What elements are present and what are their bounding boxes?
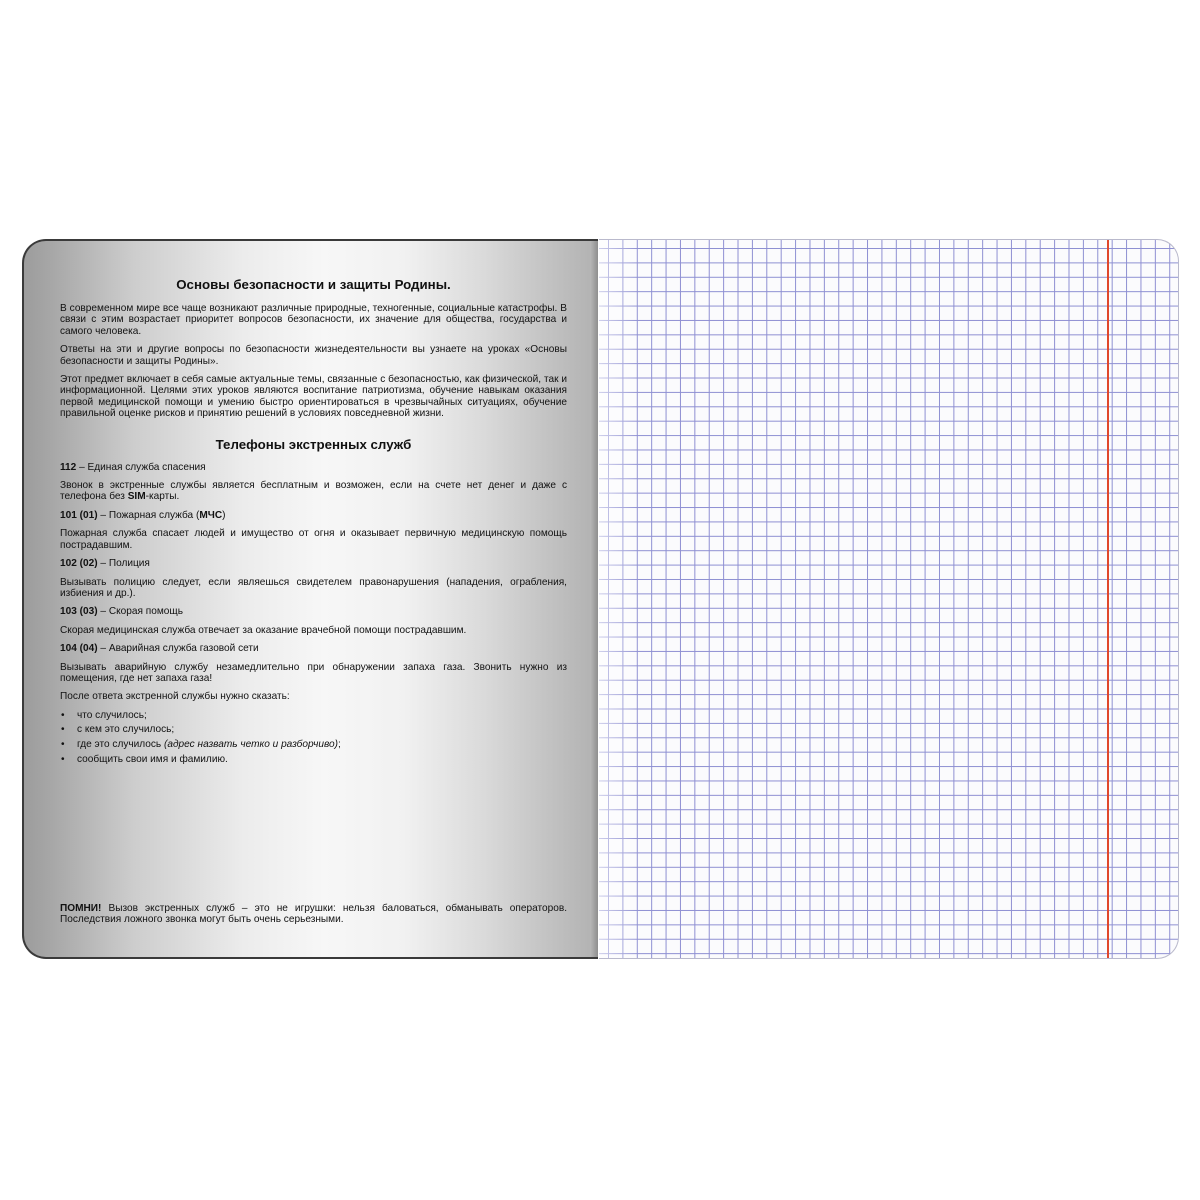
sim-bold: SIM: [127, 491, 146, 503]
margin-line: [1107, 240, 1109, 958]
checklist-item: • сообщить свои имя и фамилию.: [60, 754, 567, 765]
after-call-intro: После ответа экстренной службы нужно сказать:: [60, 691, 290, 703]
remember-text: Вызов экстренных служб – это не игрушки: нельзя баловаться, обманывать операторов. Последствия ложного звонка могут быть очень серьезными.: [60, 903, 567, 926]
service-desc-text: Звонок в экстренные службы является бесплатным и возможен, если на счете нет денег и даже с телефона без: [60, 480, 567, 503]
service-name: – Пожарная служба (: [100, 509, 200, 521]
service-102-desc: Вызывать полицию следует, если являешься свидетелем правонарушения (нападения, ограбления, избиения и др.).: [60, 576, 567, 599]
service-103-desc: Скорая медицинская служба отвечает за оказание врачебной помощи пострадавшим.: [60, 624, 467, 636]
service-102-heading: [60, 558, 567, 569]
service-101-desc: Пожарная служба спасает людей и имущество от огня и оказывает первичную медицинскую помощь пострадавшим.: [60, 528, 567, 551]
checklist-item-suffix: ;: [337, 739, 341, 751]
notebook-cover-inner-page: [22, 239, 598, 959]
service-103-heading: [60, 606, 567, 617]
service-name: – Единая служба спасения: [79, 461, 206, 473]
mchs-bold: МЧС: [199, 509, 223, 521]
service-101-heading: [60, 510, 567, 521]
service-112-desc: [60, 480, 567, 503]
remember-label: ПОМНИ!: [60, 903, 102, 914]
service-desc-suffix: -карты.: [145, 491, 180, 503]
service-name: – Скорая помощь: [100, 606, 183, 618]
intro-paragraph-1: В современном мире все чаще возникают различные природные, техногенные, социальные катастрофы. В связи с этим возрастает приоритет вопросов безопасности, их значение для общества, государства и самого человека.: [60, 303, 567, 337]
service-number: 101 (01): [60, 509, 98, 521]
intro-paragraph-2: Ответы на эти и другие вопросы по безопасности жизнедеятельности вы узнаете на уроках «Основы безопасности и защиты Родины».: [60, 344, 567, 367]
service-name: – Аварийная служба газовой сети: [100, 643, 259, 655]
checklist-item: • что случилось;: [60, 710, 567, 721]
page-title: Основы безопасности и защиты Родины.: [176, 277, 451, 292]
remember-note: [60, 903, 567, 926]
service-number: 103 (03): [60, 606, 98, 618]
intro-paragraph-3: Этот предмет включает в себя самые актуальные темы, связанные с безопасностью, как физической, так и информационной. Целями этих уроков являются воспитание патриотизма, обучение навыкам оказания первой медицинской помощи и умению быстро ориентироваться в чрезвычайных ситуациях, обучение правильной оценке рисков и принятию решений в условиях повседневной жизни.: [60, 374, 567, 420]
service-104-desc: Вызывать аварийную службу незамедлительно при обнаружении запаха газа. Звонить нужно из помещения, где нет запаха газа!: [60, 661, 567, 684]
service-number: 102 (02): [60, 558, 98, 570]
checklist-item-text: где это случилось: [77, 739, 164, 751]
checklist-item: [60, 739, 567, 750]
spacer: [60, 427, 567, 437]
info-content: [60, 277, 567, 769]
service-number: 104 (04): [60, 643, 98, 655]
service-name-suffix: ): [222, 509, 226, 521]
checklist-item-hint: (адрес назвать четко и разборчиво): [164, 739, 338, 751]
checklist: [60, 710, 567, 766]
graph-paper-page: [599, 239, 1179, 959]
phones-title: Телефоны экстренных служб: [215, 436, 412, 452]
service-104-heading: [60, 643, 567, 654]
service-number: 112: [60, 461, 77, 473]
checklist-item: • с кем это случилось;: [60, 724, 567, 735]
service-112-heading: [60, 462, 567, 473]
service-name: – Полиция: [100, 558, 150, 570]
